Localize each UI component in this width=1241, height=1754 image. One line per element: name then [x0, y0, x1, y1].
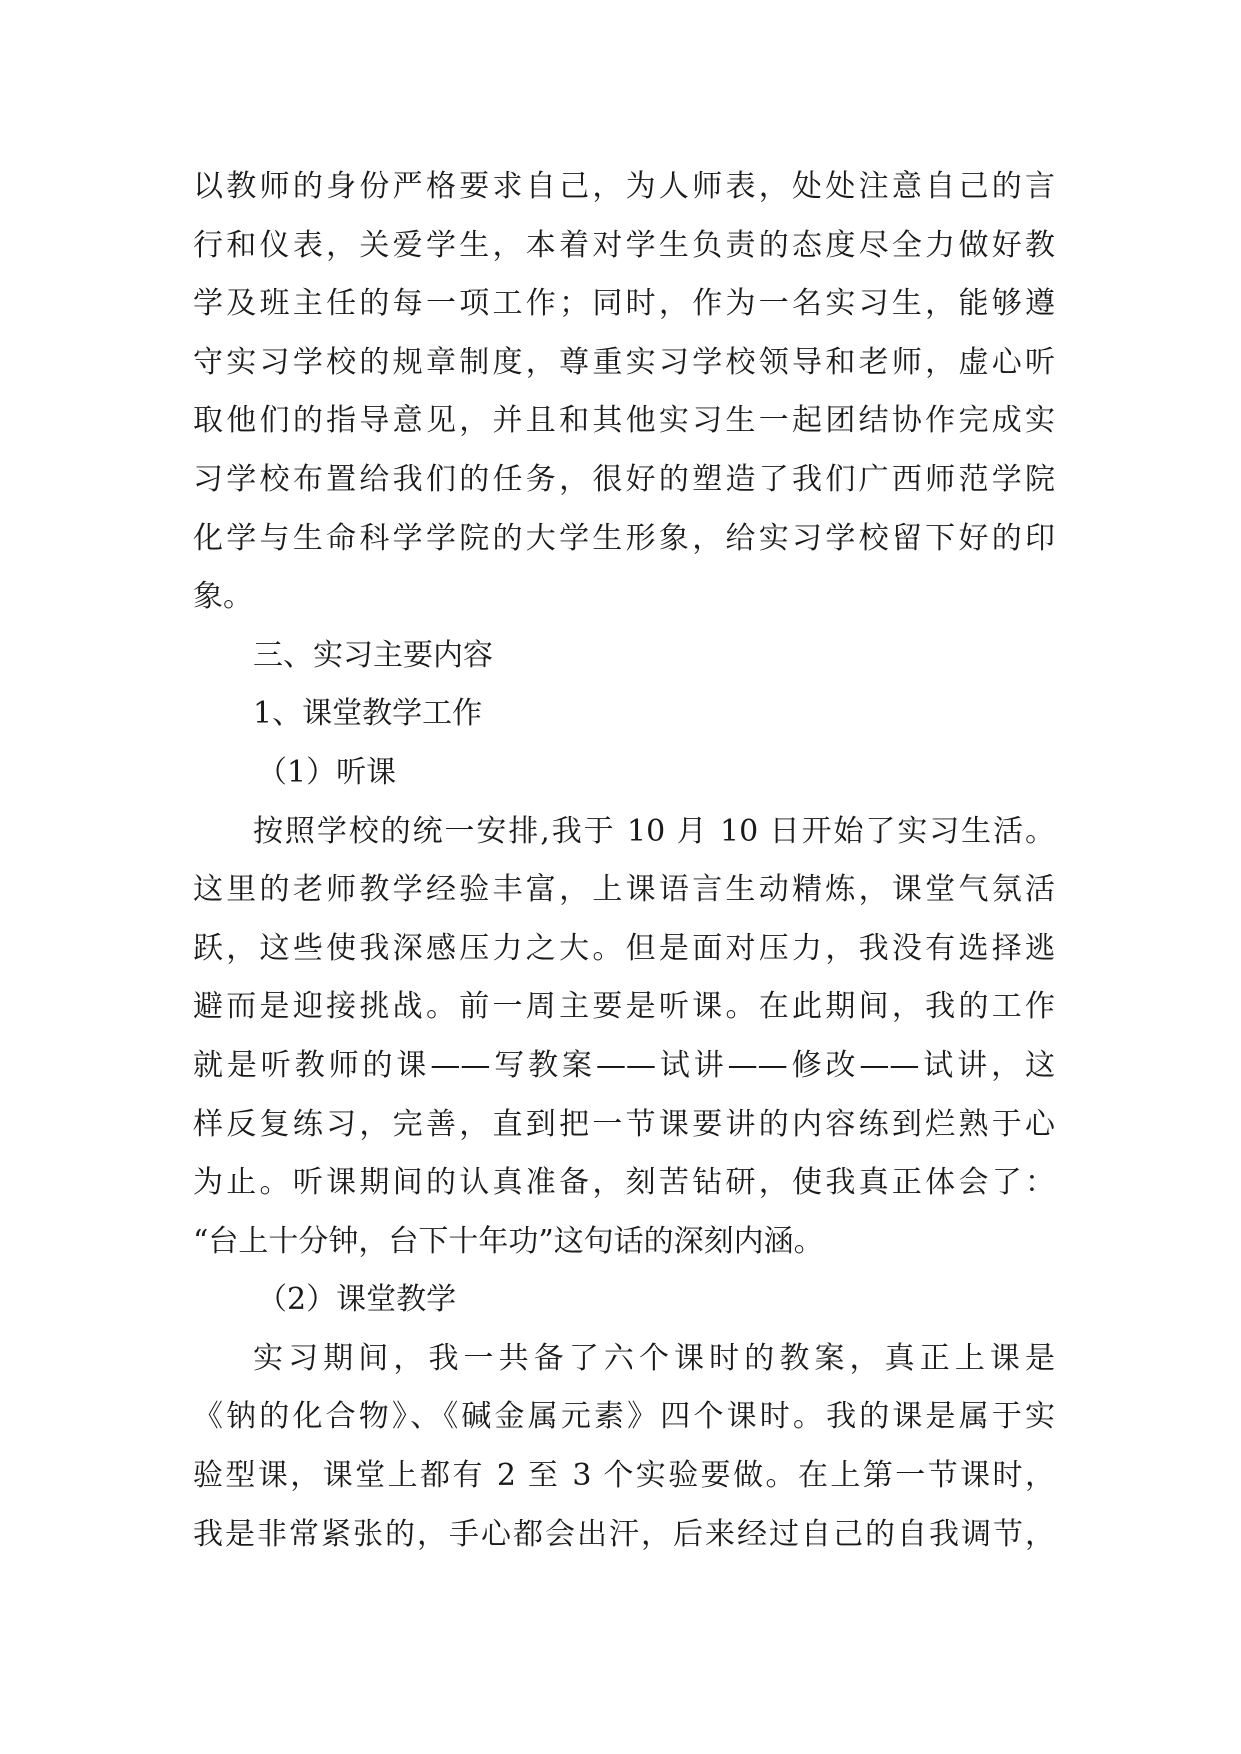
- text-line: 样反复练习，完善，直到把一节课要讲的内容练到烂熟于心: [193, 1106, 1055, 1142]
- subsection-heading-classroom: 1、课堂教学工作: [253, 696, 483, 732]
- text-line: 象。: [193, 579, 253, 615]
- text-line: 就是听教师的课——写教案——试讲——修改——试讲，这: [193, 1047, 1055, 1083]
- text-line: 化学与生命科学学院的大学生形象，给实习学校留下好的印: [193, 520, 1055, 556]
- text-line: 行和仪表，关爱学生，本着对学生负责的态度尽全力做好教: [193, 227, 1055, 263]
- text-line: 验型课，课堂上都有 2 至 3 个实验要做。在上第一节课时，: [193, 1458, 1055, 1494]
- paragraph-conduct: [193, 158, 1055, 627]
- text-line: 取他们的指导意见，并且和其他实习生一起团结协作完成实: [193, 403, 1055, 439]
- text-line: 守实习学校的规章制度，尊重实习学校领导和老师，虚心听: [193, 344, 1055, 380]
- item-heading-teaching: （2）课堂教学: [257, 1282, 457, 1318]
- paragraph-listening: [193, 803, 1055, 1272]
- text-line: “台上十分钟，台下十年功”这句话的深刻内涵。: [193, 1223, 824, 1259]
- text-line: 学及班主任的每一项工作；同时，作为一名实习生，能够遵: [193, 286, 1055, 322]
- text-line: 避而是迎接挑战。前一周主要是听课。在此期间，我的工作: [193, 989, 1055, 1025]
- text-line: 以教师的身份严格要求自己，为人师表，处处注意自己的言: [193, 169, 1055, 204]
- text-line: 跃，这些使我深感压力之大。但是面对压力，我没有选择逃: [193, 930, 1055, 966]
- paragraph-teaching: [193, 1330, 1055, 1564]
- text-line: 按照学校的统一安排,我于 10 月 10 日开始了实习生活。: [253, 813, 1055, 849]
- text-line: 习学校布置给我们的任务，很好的塑造了我们广西师范学院: [193, 461, 1055, 497]
- document-page: [193, 158, 1055, 1564]
- section-heading-main-content: 三、实习主要内容: [253, 637, 493, 673]
- text-line: 实习期间，我一共备了六个课时的教案，真正上课是: [253, 1340, 1055, 1376]
- text-line: 这里的老师教学经验丰富，上课语言生动精炼，课堂气氛活: [193, 872, 1055, 908]
- text-line: 为止。听课期间的认真准备，刻苦钻研，使我真正体会了：: [193, 1165, 1055, 1201]
- item-heading-listen: （1）听课: [257, 754, 397, 790]
- text-line: 《钠的化合物》、《碱金属元素》四个课时。我的课是属于实: [193, 1399, 1055, 1435]
- text-line: 我是非常紧张的，手心都会出汗，后来经过自己的自我调节，: [193, 1516, 1055, 1552]
